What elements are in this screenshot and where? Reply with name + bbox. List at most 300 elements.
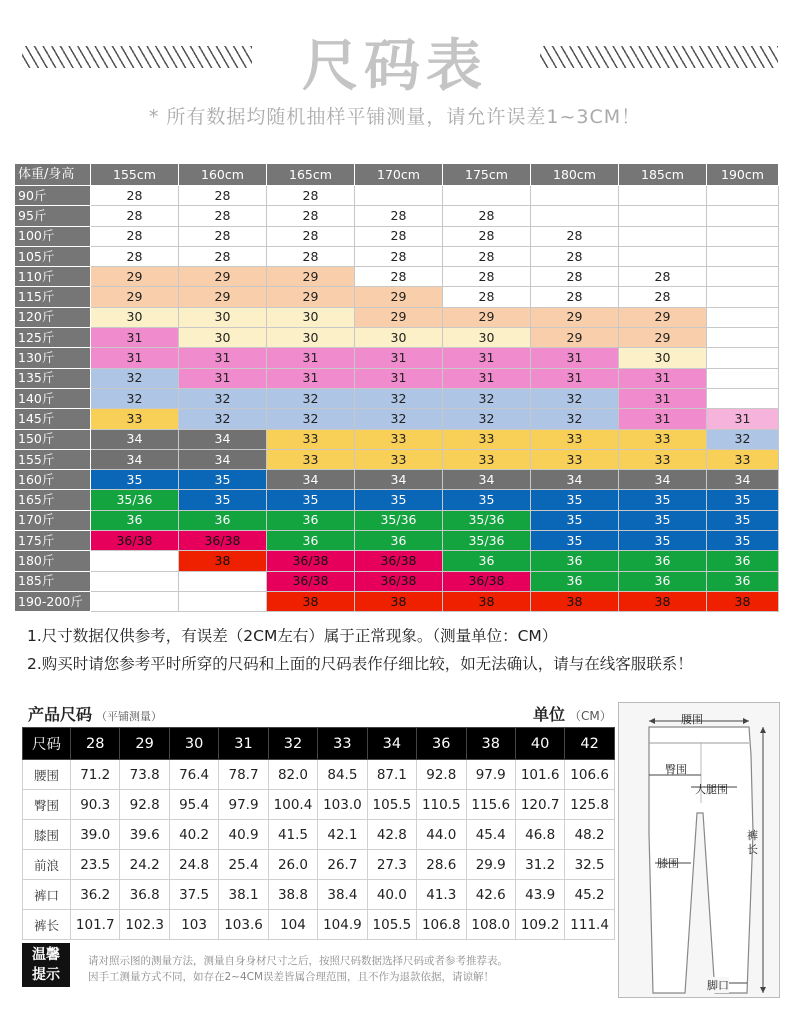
size-cell: 32 — [267, 388, 355, 408]
height-col: 190cm — [707, 164, 779, 186]
size-table-row — [15, 348, 779, 368]
size-cell: 30 — [267, 328, 355, 348]
size-header-label: 尺码 — [23, 728, 71, 760]
size-cell: 28 — [531, 246, 619, 266]
measure-value: 125.8 — [565, 790, 614, 820]
measure-value: 38.4 — [318, 880, 367, 910]
size-cell: 31 — [179, 348, 267, 368]
size-header-cell: 32 — [268, 728, 317, 760]
size-table-row — [15, 571, 779, 591]
measure-value: 105.5 — [367, 790, 416, 820]
product-table-row — [23, 910, 615, 940]
measure-value: 24.2 — [120, 850, 169, 880]
weight-label: 130斤 — [15, 348, 91, 368]
size-cell: 32 — [707, 429, 779, 449]
size-cell: 31 — [443, 348, 531, 368]
weight-label: 145斤 — [15, 409, 91, 429]
size-cell: 29 — [619, 328, 707, 348]
size-cell — [91, 571, 179, 591]
size-cell: 35 — [619, 531, 707, 551]
size-cell: 36 — [179, 510, 267, 530]
height-col: 155cm — [91, 164, 179, 186]
height-col: 165cm — [267, 164, 355, 186]
size-header-cell: 31 — [219, 728, 268, 760]
size-header-cell: 28 — [71, 728, 120, 760]
measure-value: 25.4 — [219, 850, 268, 880]
size-cell: 38 — [531, 591, 619, 611]
size-cell: 28 — [179, 226, 267, 246]
size-cell: 36 — [443, 551, 531, 571]
size-cell — [355, 186, 443, 206]
measure-value: 108.0 — [466, 910, 515, 940]
measure-value: 100.4 — [268, 790, 317, 820]
tip-line-2: 因手工测量方式不同，如存在2~4CM误差皆属合理范围，且不作为退款依据，请谅解！ — [88, 971, 495, 983]
product-table-row — [23, 820, 615, 850]
size-cell: 36 — [267, 531, 355, 551]
size-cell: 28 — [443, 226, 531, 246]
size-cell: 35 — [91, 470, 179, 490]
measure-value: 26.7 — [318, 850, 367, 880]
measure-value: 36.8 — [120, 880, 169, 910]
measure-value: 42.1 — [318, 820, 367, 850]
size-cell — [619, 206, 707, 226]
size-cell: 33 — [443, 429, 531, 449]
size-cell: 32 — [179, 409, 267, 429]
measure-value: 38.1 — [219, 880, 268, 910]
diagram-length-label: 裤长 — [747, 829, 758, 856]
size-cell: 33 — [355, 449, 443, 469]
size-cell: 28 — [619, 267, 707, 287]
tips-label: 温馨提示 — [32, 947, 60, 983]
measure-value: 101.6 — [515, 760, 564, 790]
size-cell: 38 — [267, 591, 355, 611]
size-cell — [91, 551, 179, 571]
weight-label: 100斤 — [15, 226, 91, 246]
size-cell: 36 — [91, 510, 179, 530]
measure-value: 103 — [169, 910, 218, 940]
size-table-row — [15, 591, 779, 611]
diagram-waist-label: 腰围 — [681, 713, 703, 726]
size-cell: 36 — [619, 551, 707, 571]
size-cell: 29 — [443, 307, 531, 327]
unit-label — [533, 702, 612, 725]
measure-value: 45.4 — [466, 820, 515, 850]
weight-label: 105斤 — [15, 246, 91, 266]
measure-value: 78.7 — [219, 760, 268, 790]
measure-value: 39.0 — [71, 820, 120, 850]
size-cell: 36 — [267, 510, 355, 530]
size-cell: 28 — [91, 186, 179, 206]
size-cell — [707, 246, 779, 266]
size-cell — [531, 206, 619, 226]
size-cell: 36/38 — [179, 531, 267, 551]
size-header-cell: 38 — [466, 728, 515, 760]
weight-label: 170斤 — [15, 510, 91, 530]
size-cell: 32 — [355, 388, 443, 408]
size-cell: 29 — [531, 307, 619, 327]
measure-label: 前浪 — [23, 850, 71, 880]
size-cell — [619, 246, 707, 266]
product-table-row — [23, 760, 615, 790]
size-cell: 28 — [443, 206, 531, 226]
product-table-row — [23, 790, 615, 820]
size-cell: 30 — [179, 307, 267, 327]
note-1: 1.尺寸数据仅供参考，有误差（2CM左右）属于正常现象。（测量单位：CM） — [27, 627, 558, 645]
size-table-row — [15, 531, 779, 551]
weight-label: 135斤 — [15, 368, 91, 388]
size-cell: 34 — [91, 429, 179, 449]
size-cell: 34 — [179, 449, 267, 469]
weight-label: 95斤 — [15, 206, 91, 226]
size-cell: 31 — [267, 368, 355, 388]
size-cell: 35 — [531, 490, 619, 510]
size-cell: 38 — [179, 551, 267, 571]
product-title-text: 产品尺码 — [28, 705, 93, 724]
size-cell: 31 — [707, 409, 779, 429]
size-cell: 30 — [443, 328, 531, 348]
diagram-thigh-label: 大腿围 — [695, 783, 728, 796]
size-header-cell: 33 — [318, 728, 367, 760]
size-cell: 28 — [531, 287, 619, 307]
size-table-header — [15, 164, 779, 186]
size-cell — [443, 186, 531, 206]
size-cell: 33 — [619, 449, 707, 469]
size-table-row — [15, 287, 779, 307]
size-cell: 36 — [619, 571, 707, 591]
size-cell: 33 — [267, 429, 355, 449]
weight-label: 120斤 — [15, 307, 91, 327]
measure-value: 38.8 — [268, 880, 317, 910]
measure-value: 26.0 — [268, 850, 317, 880]
measure-value: 23.5 — [71, 850, 120, 880]
measure-value: 103.0 — [318, 790, 367, 820]
measure-value: 109.2 — [515, 910, 564, 940]
measure-value: 92.8 — [120, 790, 169, 820]
measure-value: 29.9 — [466, 850, 515, 880]
size-cell — [619, 186, 707, 206]
measure-value: 24.8 — [169, 850, 218, 880]
measure-value: 40.0 — [367, 880, 416, 910]
size-cell: 31 — [355, 348, 443, 368]
measure-value: 45.2 — [565, 880, 614, 910]
size-cell: 32 — [443, 409, 531, 429]
size-cell: 29 — [355, 287, 443, 307]
size-cell: 33 — [707, 449, 779, 469]
weight-label: 140斤 — [15, 388, 91, 408]
weight-height-size-table — [14, 163, 779, 612]
size-cell: 33 — [531, 449, 619, 469]
measure-value: 110.5 — [417, 790, 466, 820]
size-cell: 35 — [619, 510, 707, 530]
size-cell — [619, 226, 707, 246]
size-cell: 33 — [355, 429, 443, 449]
tips-badge — [22, 943, 70, 987]
measure-value: 27.3 — [367, 850, 416, 880]
measure-value: 40.2 — [169, 820, 218, 850]
size-header-cell: 30 — [169, 728, 218, 760]
size-cell: 32 — [179, 388, 267, 408]
size-table-row — [15, 429, 779, 449]
size-cell: 31 — [619, 388, 707, 408]
size-header-cell: 36 — [417, 728, 466, 760]
size-cell: 28 — [355, 267, 443, 287]
measure-value: 106.8 — [417, 910, 466, 940]
measure-value: 40.9 — [219, 820, 268, 850]
weight-label: 190-200斤 — [15, 591, 91, 611]
size-cell: 32 — [91, 388, 179, 408]
size-cell: 35 — [619, 490, 707, 510]
size-cell — [707, 348, 779, 368]
measure-value: 42.8 — [367, 820, 416, 850]
size-cell: 29 — [91, 267, 179, 287]
size-cell: 31 — [267, 348, 355, 368]
size-cell — [179, 591, 267, 611]
size-cell: 31 — [619, 368, 707, 388]
measure-value: 31.2 — [515, 850, 564, 880]
measure-value: 101.7 — [71, 910, 120, 940]
size-cell: 36/38 — [355, 551, 443, 571]
page-title: 尺码表 — [302, 34, 488, 99]
size-cell: 34 — [179, 429, 267, 449]
size-cell: 34 — [531, 470, 619, 490]
measure-value: 43.9 — [515, 880, 564, 910]
size-cell — [707, 206, 779, 226]
size-cell: 29 — [179, 287, 267, 307]
size-cell: 35 — [707, 510, 779, 530]
size-cell: 36 — [707, 551, 779, 571]
size-cell: 31 — [619, 409, 707, 429]
size-header-cell: 34 — [367, 728, 416, 760]
size-header-cell: 29 — [120, 728, 169, 760]
size-table-row — [15, 246, 779, 266]
size-cell: 32 — [91, 368, 179, 388]
size-cell — [707, 287, 779, 307]
size-cell: 36 — [355, 531, 443, 551]
size-cell: 34 — [91, 449, 179, 469]
size-cell: 28 — [267, 186, 355, 206]
size-cell: 34 — [619, 470, 707, 490]
measure-value: 42.6 — [466, 880, 515, 910]
size-cell: 38 — [443, 591, 531, 611]
height-col: 170cm — [355, 164, 443, 186]
size-cell: 29 — [267, 267, 355, 287]
size-cell: 36/38 — [267, 551, 355, 571]
size-cell: 28 — [443, 287, 531, 307]
unit-text: 单位 — [533, 705, 566, 724]
size-cell — [707, 388, 779, 408]
size-cell: 31 — [355, 368, 443, 388]
tip-line-1: 请对照示图的测量方法，测量自身身材尺寸之后，按照尺码数据选择尺码或者参考推荐表。 — [88, 955, 508, 967]
weight-label: 110斤 — [15, 267, 91, 287]
size-cell: 33 — [531, 429, 619, 449]
size-cell: 30 — [355, 328, 443, 348]
size-cell: 33 — [91, 409, 179, 429]
measure-value: 39.6 — [120, 820, 169, 850]
measure-value: 104 — [268, 910, 317, 940]
measure-value: 41.5 — [268, 820, 317, 850]
size-cell: 29 — [531, 328, 619, 348]
note-2: 2.购买时请您参考平时所穿的尺码和上面的尺码表作仔细比较，如无法确认，请与在线客服联系！ — [27, 655, 693, 673]
size-table-row — [15, 267, 779, 287]
size-cell: 31 — [531, 368, 619, 388]
measure-label: 裤口 — [23, 880, 71, 910]
measure-value: 102.3 — [120, 910, 169, 940]
measure-value: 95.4 — [169, 790, 218, 820]
size-cell: 28 — [91, 246, 179, 266]
weight-label: 165斤 — [15, 490, 91, 510]
size-cell: 32 — [443, 388, 531, 408]
height-col: 180cm — [531, 164, 619, 186]
product-table-header — [23, 728, 615, 760]
size-cell: 28 — [91, 206, 179, 226]
size-table-row — [15, 328, 779, 348]
product-size-table — [22, 727, 615, 940]
measure-value: 92.8 — [417, 760, 466, 790]
size-cell: 36 — [531, 551, 619, 571]
size-cell: 28 — [355, 226, 443, 246]
size-table-row — [15, 186, 779, 206]
size-cell: 32 — [531, 388, 619, 408]
size-cell: 28 — [355, 246, 443, 266]
size-cell: 36/38 — [355, 571, 443, 591]
measure-value: 106.6 — [565, 760, 614, 790]
size-cell: 31 — [179, 368, 267, 388]
size-cell: 35 — [707, 531, 779, 551]
page-subtitle: * 所有数据均随机抽样平铺测量，请允许误差1~3CM！ — [148, 106, 642, 128]
size-cell: 34 — [443, 470, 531, 490]
size-table-row — [15, 368, 779, 388]
size-cell: 29 — [355, 307, 443, 327]
measure-value: 37.5 — [169, 880, 218, 910]
size-cell: 35 — [531, 531, 619, 551]
size-cell: 31 — [443, 368, 531, 388]
size-cell — [707, 307, 779, 327]
size-table-row — [15, 449, 779, 469]
measure-value: 48.2 — [565, 820, 614, 850]
product-table-row — [23, 880, 615, 910]
size-cell — [531, 186, 619, 206]
size-cell: 36/38 — [443, 571, 531, 591]
size-cell: 33 — [443, 449, 531, 469]
size-table-row — [15, 490, 779, 510]
size-cell: 28 — [267, 246, 355, 266]
measure-value: 103.6 — [219, 910, 268, 940]
product-table-row — [23, 850, 615, 880]
size-cell — [707, 368, 779, 388]
measure-value: 32.5 — [565, 850, 614, 880]
size-cell: 35 — [443, 490, 531, 510]
diagram-knee-label: 膝围 — [657, 857, 679, 870]
weight-label: 175斤 — [15, 531, 91, 551]
size-cell: 28 — [531, 226, 619, 246]
weight-label: 90斤 — [15, 186, 91, 206]
height-col: 160cm — [179, 164, 267, 186]
size-cell: 29 — [267, 287, 355, 307]
size-table-row — [15, 307, 779, 327]
size-cell: 38 — [707, 591, 779, 611]
size-cell: 34 — [267, 470, 355, 490]
weight-label: 125斤 — [15, 328, 91, 348]
size-cell: 36/38 — [267, 571, 355, 591]
product-size-title — [28, 702, 162, 725]
size-cell: 35/36 — [91, 490, 179, 510]
size-cell: 34 — [707, 470, 779, 490]
measure-value: 41.3 — [417, 880, 466, 910]
size-cell: 36 — [707, 571, 779, 591]
measure-value: 115.6 — [466, 790, 515, 820]
weight-label: 155斤 — [15, 449, 91, 469]
size-cell: 33 — [619, 429, 707, 449]
size-cell — [707, 186, 779, 206]
size-cell: 33 — [267, 449, 355, 469]
height-col: 175cm — [443, 164, 531, 186]
size-header-cell: 42 — [565, 728, 614, 760]
pants-measurement-diagram — [618, 702, 780, 998]
weight-label: 180斤 — [15, 551, 91, 571]
size-table-row — [15, 206, 779, 226]
measure-label: 臀围 — [23, 790, 71, 820]
size-cell: 32 — [531, 409, 619, 429]
size-cell: 28 — [179, 246, 267, 266]
measure-value: 97.9 — [466, 760, 515, 790]
size-cell: 34 — [355, 470, 443, 490]
unit-note: （CM） — [569, 709, 612, 723]
size-cell: 32 — [355, 409, 443, 429]
size-cell: 32 — [267, 409, 355, 429]
size-cell: 35/36 — [443, 531, 531, 551]
size-cell: 30 — [619, 348, 707, 368]
size-cell — [179, 571, 267, 591]
size-cell: 31 — [91, 348, 179, 368]
measure-value: 84.5 — [318, 760, 367, 790]
size-table-row — [15, 409, 779, 429]
diagram-hip-label: 臀围 — [665, 763, 687, 776]
size-table-row — [15, 470, 779, 490]
size-cell: 28 — [267, 226, 355, 246]
measure-value: 90.3 — [71, 790, 120, 820]
size-cell: 30 — [179, 328, 267, 348]
size-cell: 30 — [91, 307, 179, 327]
corner-label: 体重/身高 — [15, 164, 91, 186]
size-cell: 38 — [355, 591, 443, 611]
size-cell: 29 — [619, 307, 707, 327]
size-cell: 28 — [91, 226, 179, 246]
size-cell: 35 — [179, 470, 267, 490]
size-cell: 28 — [619, 287, 707, 307]
size-cell: 28 — [531, 267, 619, 287]
measure-label: 腰围 — [23, 760, 71, 790]
measure-value: 111.4 — [565, 910, 614, 940]
measure-value: 44.0 — [417, 820, 466, 850]
size-cell: 35/36 — [443, 510, 531, 530]
size-table-row — [15, 510, 779, 530]
height-col: 185cm — [619, 164, 707, 186]
size-cell: 28 — [267, 206, 355, 226]
measure-value: 76.4 — [169, 760, 218, 790]
size-header-cell: 40 — [515, 728, 564, 760]
weight-label: 115斤 — [15, 287, 91, 307]
size-cell: 38 — [619, 591, 707, 611]
weight-label: 160斤 — [15, 470, 91, 490]
size-cell: 28 — [355, 206, 443, 226]
weight-label: 185斤 — [15, 571, 91, 591]
size-cell: 35/36 — [355, 510, 443, 530]
size-cell: 28 — [443, 267, 531, 287]
size-cell — [707, 328, 779, 348]
size-table-row — [15, 551, 779, 571]
measure-value: 46.8 — [515, 820, 564, 850]
size-cell — [707, 226, 779, 246]
